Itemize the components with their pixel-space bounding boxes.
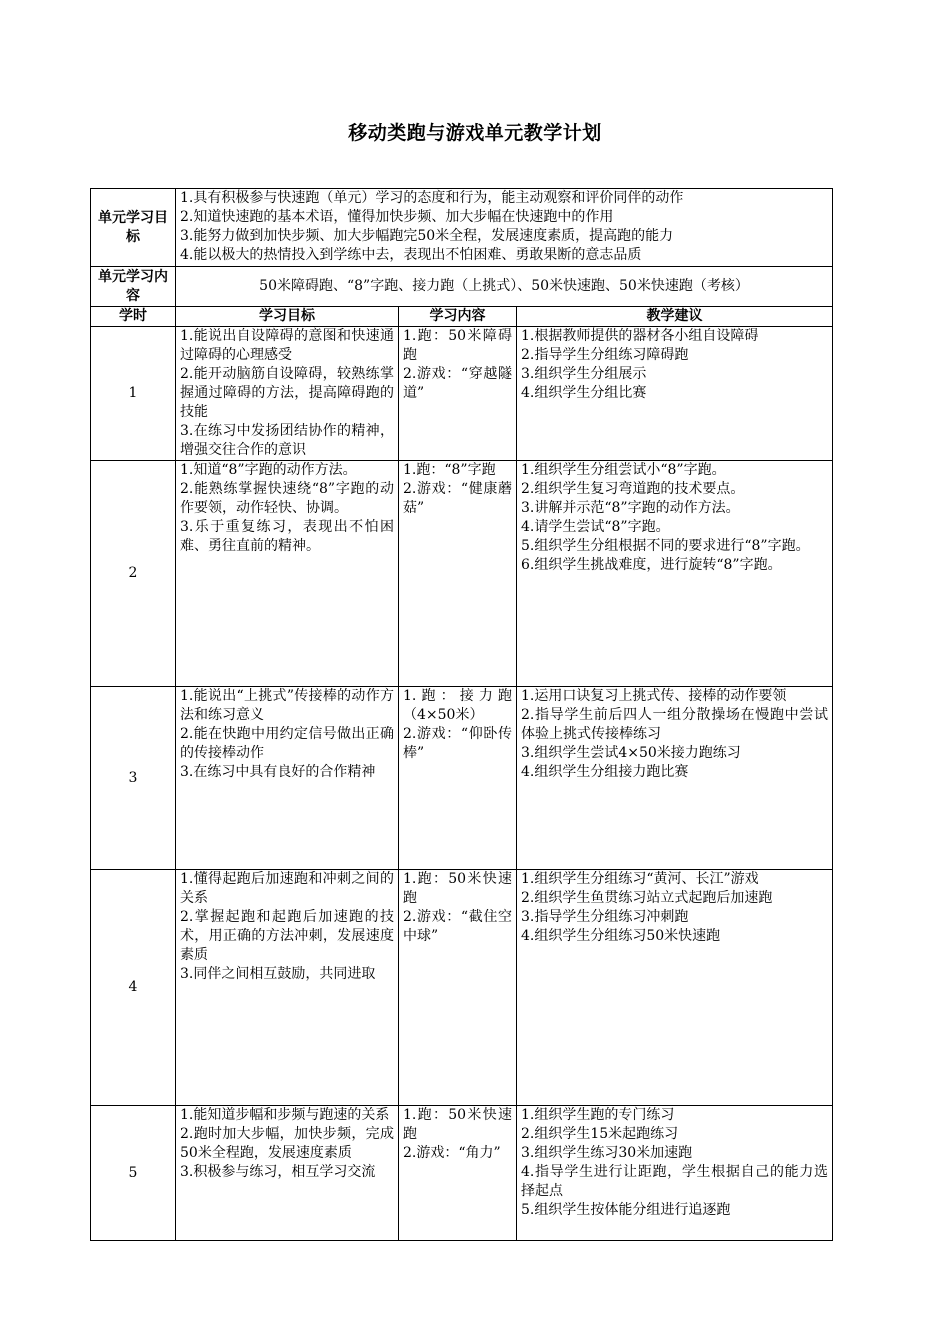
unit-plan-table xyxy=(90,188,833,1241)
unit-goal-item: 3.能努力做到加快步频、加大步幅跑完50米全程，发展速度素质，提高跑的能力 xyxy=(180,228,674,244)
advice-item: 4.请学生尝试“8”字跑。 xyxy=(521,519,670,535)
content-item: 2.游戏：“健康蘑菇” xyxy=(403,481,512,516)
unit-content-text: 50米障碍跑、“8”字跑、接力跑（上挑式）、50米快速跑、50米快速跑（考核） xyxy=(176,267,833,307)
advice-item: 3.组织学生尝试4×50米接力跑练习 xyxy=(521,745,741,761)
goal-item: 1.能知道步幅和步频与跑速的关系 xyxy=(180,1107,390,1123)
content-item: 1.跑：50米快速跑 xyxy=(403,1107,512,1142)
period-number: 2 xyxy=(91,461,176,687)
goal-item: 1.知道“8”字跑的动作方法。 xyxy=(180,462,357,478)
content-item: 2.游戏：“穿越隧道” xyxy=(403,366,512,401)
advice-item: 1.组织学生跑的专门练习 xyxy=(521,1107,675,1123)
advice-item: 4.指导学生进行让距跑，学生根据自己的能力选择起点 xyxy=(521,1164,829,1199)
advice-item: 2.组织学生鱼贯练习站立式起跑后加速跑 xyxy=(521,890,773,906)
content-item: 2.游戏：“角力” xyxy=(403,1145,501,1161)
advice-item: 2.指导学生分组练习障碍跑 xyxy=(521,347,689,363)
advice-item: 4.组织学生分组练习50米快速跑 xyxy=(521,928,721,944)
goal-item: 2.能开动脑筋自设障碍，较熟练掌握通过障碍的方法，提高障碍跑的技能 xyxy=(180,366,394,420)
header-content: 学习内容 xyxy=(399,307,517,327)
advice-cell xyxy=(517,870,833,1106)
content-cell xyxy=(399,870,517,1106)
goal-item: 2.跑时加大步幅，加快步频，完成50米全程跑，发展速度素质 xyxy=(180,1126,394,1161)
table-row xyxy=(91,687,833,870)
goal-item: 1.能说出“上挑式”传接棒的动作方法和练习意义 xyxy=(180,688,394,723)
goal-item: 2.能熟练掌握快速绕“8”字跑的动作要领，动作轻快、协调。 xyxy=(180,481,394,516)
unit-goals-row xyxy=(91,189,833,267)
advice-item: 2.指导学生前后四人一组分散操场在慢跑中尝试体验上挑式传接棒练习 xyxy=(521,707,829,742)
goal-item: 3.同伴之间相互鼓励，共同进取 xyxy=(180,966,376,982)
unit-content-row xyxy=(91,267,833,307)
content-item: 1.跑：“8”字跑 xyxy=(403,462,496,478)
advice-item: 4.组织学生分组比赛 xyxy=(521,385,647,401)
content-item: 1.跑：50米障碍跑 xyxy=(403,328,512,363)
unit-content-label: 单元学习内容 xyxy=(91,267,176,307)
goals-cell xyxy=(176,327,399,461)
content-item: 1.跑：50米快速跑 xyxy=(403,871,512,906)
table-header-row xyxy=(91,307,833,327)
advice-cell xyxy=(517,687,833,870)
advice-item: 1.组织学生分组尝试小“8”字跑。 xyxy=(521,462,726,478)
advice-item: 3.组织学生练习30米加速跑 xyxy=(521,1145,693,1161)
table-row xyxy=(91,870,833,1106)
header-goals: 学习目标 xyxy=(176,307,399,327)
period-number: 5 xyxy=(91,1106,176,1241)
content-item: 2.游戏：“截住空中球” xyxy=(403,909,512,944)
period-number: 1 xyxy=(91,327,176,461)
header-period: 学时 xyxy=(91,307,176,327)
unit-goal-item: 1.具有积极参与快速跑（单元）学习的态度和行为，能主动观察和评价同伴的动作 xyxy=(180,190,684,206)
table-row xyxy=(91,1106,833,1241)
page-title: 移动类跑与游戏单元教学计划 xyxy=(348,122,602,144)
goal-item: 2.能在快跑中用约定信号做出正确的传接棒动作 xyxy=(180,726,394,761)
advice-cell xyxy=(517,1106,833,1241)
unit-goal-item: 2.知道快速跑的基本术语，懂得加快步频、加大步幅在快速跑中的作用 xyxy=(180,209,614,225)
content-item: 1.跑：接力跑（4×50米） xyxy=(403,688,512,723)
goals-cell xyxy=(176,870,399,1106)
table-row xyxy=(91,461,833,687)
content-item: 2.游戏：“仰卧传棒” xyxy=(403,726,512,761)
advice-item: 2.组织学生15米起跑练习 xyxy=(521,1126,679,1142)
advice-cell xyxy=(517,461,833,687)
table-row xyxy=(91,327,833,461)
advice-item: 6.组织学生挑战难度，进行旋转“8”字跑。 xyxy=(521,557,782,573)
advice-item: 3.指导学生分组练习冲刺跑 xyxy=(521,909,689,925)
period-number: 3 xyxy=(91,687,176,870)
goal-item: 1.懂得起跑后加速跑和冲刺之间的关系 xyxy=(180,871,394,906)
goal-item: 3.积极参与练习，相互学习交流 xyxy=(180,1164,376,1180)
goals-cell xyxy=(176,461,399,687)
advice-item: 5.组织学生按体能分组进行追逐跑 xyxy=(521,1202,731,1218)
goals-cell xyxy=(176,687,399,870)
content-cell xyxy=(399,461,517,687)
unit-goals-label: 单元学习目标 xyxy=(91,189,176,267)
advice-item: 3.讲解并示范“8”字跑的动作方法。 xyxy=(521,500,740,516)
goal-item: 3.乐于重复练习，表现出不怕困难、勇往直前的精神。 xyxy=(180,519,394,554)
unit-goal-item: 4.能以极大的热情投入到学练中去，表现出不怕困难、勇敢果断的意志品质 xyxy=(180,247,642,263)
content-cell xyxy=(399,327,517,461)
advice-item: 1.根据教师提供的器材各小组自设障碍 xyxy=(521,328,759,344)
goal-item: 2.掌握起跑和起跑后加速跑的技术，用正确的方法冲刺，发展速度素质 xyxy=(180,909,394,963)
advice-cell xyxy=(517,327,833,461)
advice-item: 3.组织学生分组展示 xyxy=(521,366,647,382)
advice-item: 1.运用口诀复习上挑式传、接棒的动作要领 xyxy=(521,688,787,704)
goal-item: 3.在练习中发扬团结协作的精神，增强交往合作的意识 xyxy=(180,423,394,458)
advice-item: 5.组织学生分组根据不同的要求进行“8”字跑。 xyxy=(521,538,810,554)
advice-item: 2.组织学生复习弯道跑的技术要点。 xyxy=(521,481,745,497)
content-cell xyxy=(399,687,517,870)
goal-item: 1.能说出自设障碍的意图和快速通过障碍的心理感受 xyxy=(180,328,394,363)
advice-item: 4.组织学生分组接力跑比赛 xyxy=(521,764,689,780)
content-cell xyxy=(399,1106,517,1241)
goals-cell xyxy=(176,1106,399,1241)
period-number: 4 xyxy=(91,870,176,1106)
goal-item: 3.在练习中具有良好的合作精神 xyxy=(180,764,376,780)
header-advice: 教学建议 xyxy=(517,307,833,327)
advice-item: 1.组织学生分组练习“黄河、长江”游戏 xyxy=(521,871,759,887)
unit-goals-cell xyxy=(176,189,833,267)
